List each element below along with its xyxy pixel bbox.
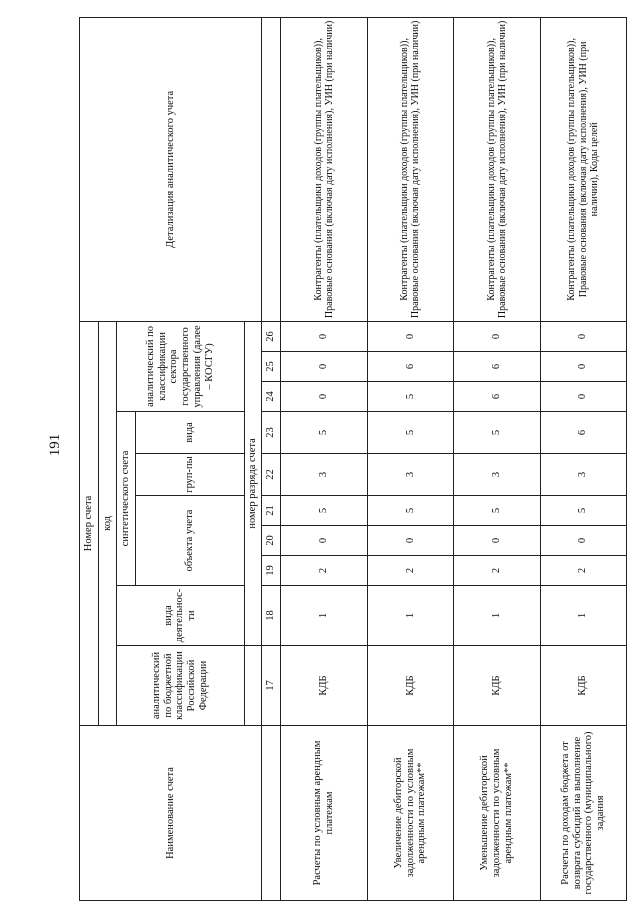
header-row-1 bbox=[80, 17, 99, 900]
table-cell: 0 bbox=[281, 352, 367, 382]
column-number: 17 bbox=[261, 646, 280, 726]
table-cell: 5 bbox=[281, 412, 367, 454]
table-cell: КДБ bbox=[281, 646, 367, 726]
table-cell: 6 bbox=[367, 352, 453, 382]
table-cell: 5 bbox=[281, 496, 367, 526]
account-name: Уменьшение дебиторской задолженности по условным арендным платежам** bbox=[454, 726, 540, 901]
column-number: 24 bbox=[261, 382, 280, 412]
header-analytic-kosgu: аналитический по классификации сектора государственного управления (далее – КОСГУ) bbox=[116, 321, 244, 411]
table-cell: 5 bbox=[540, 496, 626, 526]
empty-cell bbox=[244, 646, 261, 726]
table-cell: 0 bbox=[281, 526, 367, 556]
table-cell: 3 bbox=[281, 454, 367, 496]
account-name: Расчеты по доходам бюджета от возврата субсидий на выполнение государственного (муниципального) задания bbox=[540, 726, 626, 901]
table-row bbox=[454, 17, 540, 900]
column-number-row bbox=[261, 17, 280, 900]
detail-cell: Контрагенты (плательщики доходов (группы плательщиков)), Правовые основания (включая дату исполнения), УИН (при наличии) bbox=[367, 17, 453, 321]
table-row bbox=[540, 17, 626, 900]
column-number: 23 bbox=[261, 412, 280, 454]
table-cell: КДБ bbox=[454, 646, 540, 726]
table-cell: 3 bbox=[454, 454, 540, 496]
table-cell: 0 bbox=[540, 526, 626, 556]
table-cell: 0 bbox=[540, 352, 626, 382]
column-number: 21 bbox=[261, 496, 280, 526]
table-cell: 5 bbox=[367, 382, 453, 412]
table-cell: 2 bbox=[540, 556, 626, 586]
header-analytic-bk: аналитический по бюджетной классификации Российской Федерации bbox=[116, 646, 244, 726]
table-cell: 0 bbox=[367, 526, 453, 556]
table-cell: 1 bbox=[454, 586, 540, 646]
table-cell: 1 bbox=[281, 586, 367, 646]
table-cell: 0 bbox=[540, 382, 626, 412]
column-number: 22 bbox=[261, 454, 280, 496]
table-cell: 5 bbox=[454, 412, 540, 454]
column-number: 20 bbox=[261, 526, 280, 556]
table-cell: 5 bbox=[367, 412, 453, 454]
detail-cell: Контрагенты (плательщики доходов (группы плательщиков)), Правовые основания (включая дату исполнения), УИН (при наличии) bbox=[281, 17, 367, 321]
table-cell: 0 bbox=[367, 321, 453, 351]
detail-cell: Контрагенты (плательщики доходов (группы плательщиков)), Правовые основания (включая дату исполнения), УИН (при наличии), Коды целей bbox=[540, 17, 626, 321]
header-name: Наименование счета bbox=[80, 726, 262, 901]
table-cell: КДБ bbox=[540, 646, 626, 726]
header-account-number: Номер счета bbox=[80, 321, 99, 725]
table-cell: 3 bbox=[367, 454, 453, 496]
table-cell: 5 bbox=[367, 496, 453, 526]
table-cell: 2 bbox=[454, 556, 540, 586]
table-area bbox=[79, 18, 627, 901]
header-activity: вида деятельнос-ти bbox=[116, 586, 244, 646]
column-number: 19 bbox=[261, 556, 280, 586]
table-cell: 3 bbox=[540, 454, 626, 496]
table-cell: 1 bbox=[540, 586, 626, 646]
account-name: Расчеты по условным арендным платежам bbox=[281, 726, 367, 901]
table-cell: 0 bbox=[281, 321, 367, 351]
rotated-table-wrapper bbox=[79, 18, 627, 901]
table-cell: 5 bbox=[454, 496, 540, 526]
header-detail: Детализация аналитического учета bbox=[80, 17, 262, 321]
empty-cell bbox=[261, 726, 280, 901]
page-number: 191 bbox=[47, 433, 63, 457]
table-cell: 1 bbox=[367, 586, 453, 646]
accounts-table bbox=[79, 17, 627, 901]
column-number: 26 bbox=[261, 321, 280, 351]
table-cell: 2 bbox=[281, 556, 367, 586]
empty-cell bbox=[261, 17, 280, 321]
column-number: 18 bbox=[261, 586, 280, 646]
table-cell: 0 bbox=[540, 321, 626, 351]
header-kind: вида bbox=[135, 412, 244, 454]
table-cell: 2 bbox=[367, 556, 453, 586]
detail-cell: Контрагенты (плательщики доходов (группы плательщиков)), Правовые основания (включая дату исполнения), УИН (при наличии) bbox=[454, 17, 540, 321]
header-object: объекта учета bbox=[135, 496, 244, 586]
table-row bbox=[281, 17, 367, 900]
header-code: код bbox=[99, 321, 116, 725]
table-cell: 6 bbox=[454, 352, 540, 382]
table-cell: 6 bbox=[540, 412, 626, 454]
header-digit-number: номер разряда счета bbox=[244, 321, 261, 645]
account-name: Увеличение дебиторской задолженности по условным арендным платежам** bbox=[367, 726, 453, 901]
table-cell: 0 bbox=[454, 321, 540, 351]
table-cell: 0 bbox=[454, 526, 540, 556]
header-group: груп-пы bbox=[135, 454, 244, 496]
header-synthetic: синтетического счета bbox=[116, 412, 135, 586]
table-cell: КДБ bbox=[367, 646, 453, 726]
column-number: 25 bbox=[261, 352, 280, 382]
table-cell: 6 bbox=[454, 382, 540, 412]
table-cell: 0 bbox=[281, 382, 367, 412]
table-row bbox=[367, 17, 453, 900]
